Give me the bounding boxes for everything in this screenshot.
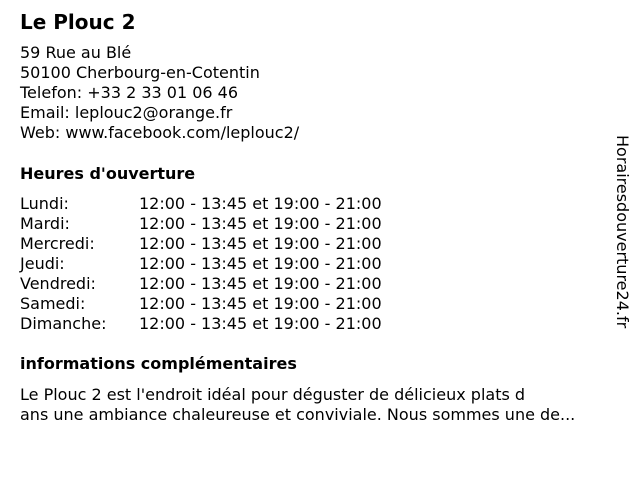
day-hours: 12:00 - 13:45 et 19:00 - 21:00: [139, 314, 382, 333]
day-hours: 12:00 - 13:45 et 19:00 - 21:00: [139, 194, 382, 213]
email-address: Email: leplouc2@orange.fr: [20, 103, 233, 122]
hours-row-tuesday: [20, 214, 382, 234]
day-hours: 12:00 - 13:45 et 19:00 - 21:00: [139, 234, 382, 253]
site-watermark: Horairesdouverture24.fr: [613, 135, 632, 329]
day-label: Samedi:: [20, 294, 86, 313]
opening-hours-heading: Heures d'ouverture: [20, 164, 196, 183]
street-address: 59 Rue au Blé: [20, 43, 132, 62]
hours-row-monday: [20, 194, 382, 214]
hours-row-thursday: [20, 254, 382, 274]
day-hours: 12:00 - 13:45 et 19:00 - 21:00: [139, 214, 382, 233]
contact-block: [20, 43, 299, 143]
day-label: Jeudi:: [20, 254, 65, 273]
hours-row-wednesday: [20, 234, 382, 254]
day-hours: 12:00 - 13:45 et 19:00 - 21:00: [139, 274, 382, 293]
description-line: ans une ambiance chaleureuse et conviviale. Nous sommes une de...: [20, 405, 576, 424]
day-label: Mardi:: [20, 214, 70, 233]
hours-row-sunday: [20, 314, 382, 334]
description-text: [20, 385, 620, 425]
additional-info-heading: informations complémentaires: [20, 354, 297, 373]
website: Web: www.facebook.com/leplouc2/: [20, 123, 300, 142]
opening-hours-table: [20, 194, 382, 334]
city-address: 50100 Cherbourg-en-Cotentin: [20, 63, 260, 82]
business-name: Le Plouc 2: [20, 10, 136, 34]
hours-row-friday: [20, 274, 382, 294]
day-label: Mercredi:: [20, 234, 95, 253]
hours-row-saturday: [20, 294, 382, 314]
day-label: Dimanche:: [20, 314, 107, 333]
day-hours: 12:00 - 13:45 et 19:00 - 21:00: [139, 254, 382, 273]
day-label: Lundi:: [20, 194, 69, 213]
phone-number: Telefon: +33 2 33 01 06 46: [20, 83, 239, 102]
day-label: Vendredi:: [20, 274, 96, 293]
day-hours: 12:00 - 13:45 et 19:00 - 21:00: [139, 294, 382, 313]
description-line: Le Plouc 2 est l'endroit idéal pour déguster de délicieux plats d: [20, 385, 526, 404]
